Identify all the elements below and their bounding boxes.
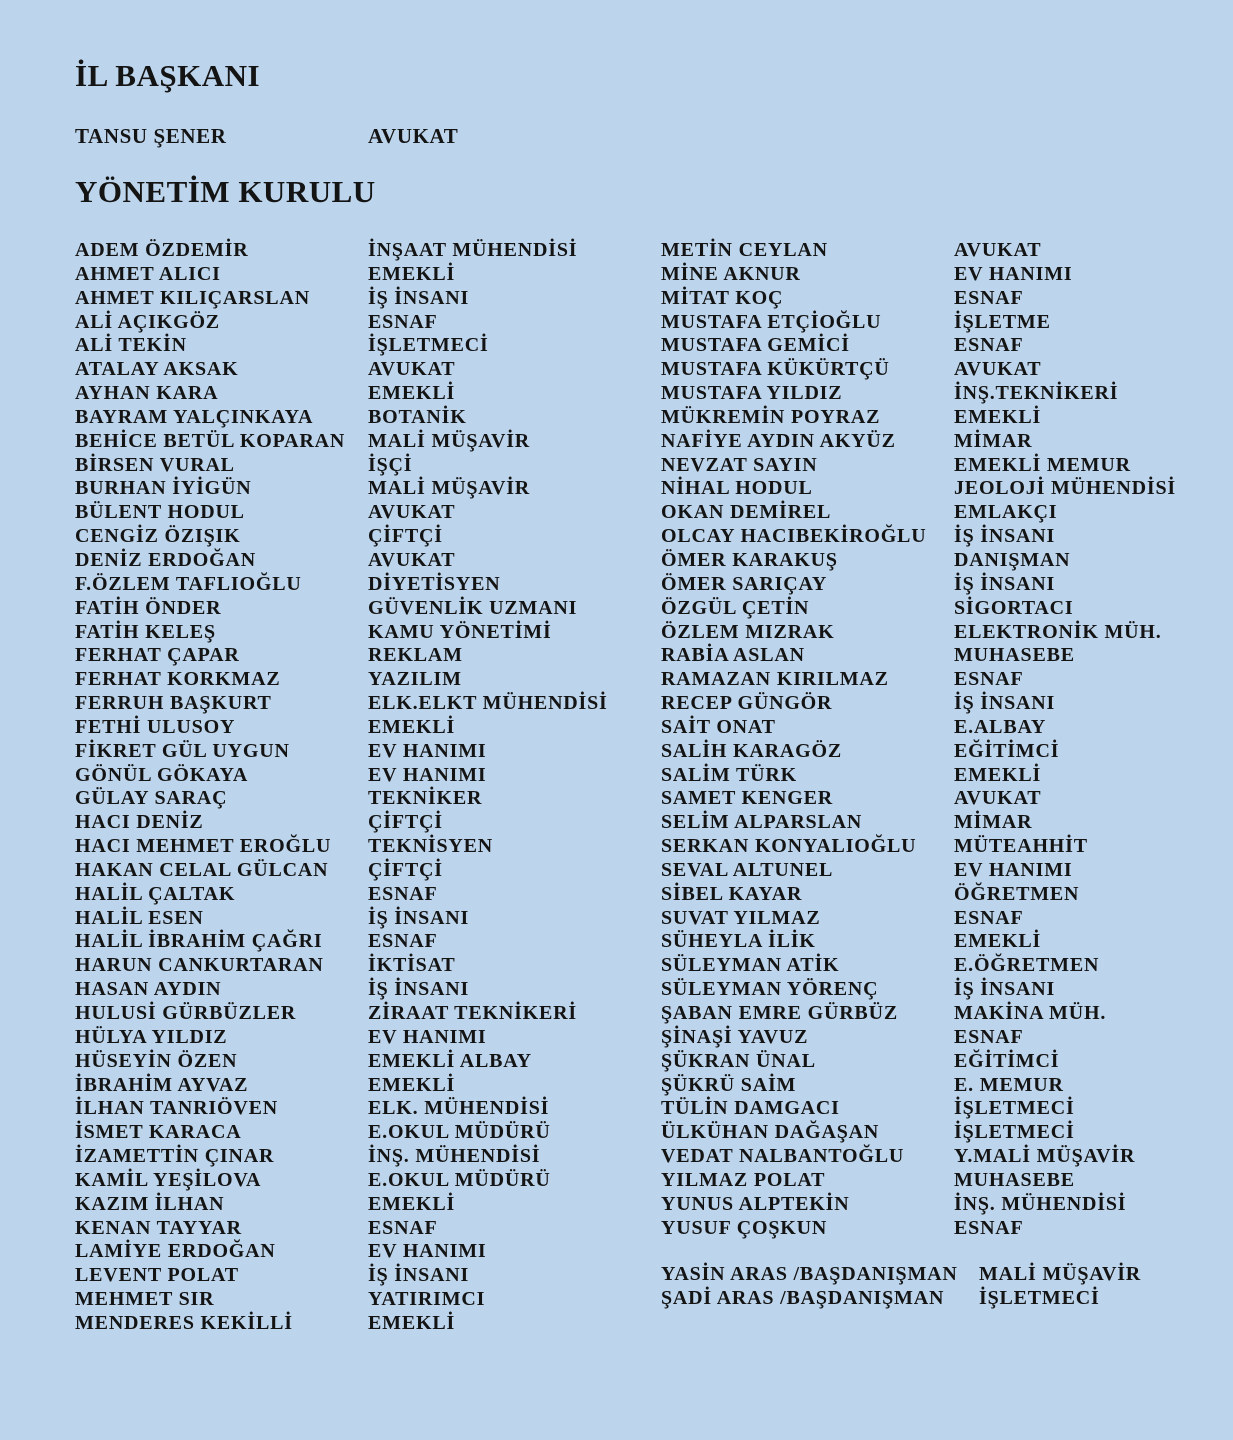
member-row bbox=[661, 263, 1221, 287]
member-row bbox=[661, 501, 1221, 525]
member-profession: EMEKLİ bbox=[954, 763, 1042, 786]
member-name: YUNUS ALPTEKİN bbox=[661, 1192, 850, 1215]
member-profession: AVUKAT bbox=[954, 787, 1042, 810]
board-list-left bbox=[75, 239, 635, 1336]
member-row bbox=[75, 978, 635, 1002]
member-name: HALİL İBRAHİM ÇAĞRI bbox=[75, 930, 323, 953]
member-row bbox=[75, 668, 635, 692]
member-profession: İNŞ. MÜHENDİSİ bbox=[954, 1192, 1127, 1215]
member-profession: İŞ İNSANI bbox=[368, 1264, 470, 1287]
member-name: HÜSEYİN ÖZEN bbox=[75, 1049, 238, 1072]
member-row bbox=[661, 454, 1221, 478]
member-row bbox=[75, 573, 635, 597]
member-row bbox=[661, 573, 1221, 597]
member-profession: EMEKLİ bbox=[368, 1311, 456, 1334]
member-row bbox=[75, 406, 635, 430]
member-row bbox=[75, 597, 635, 621]
member-row bbox=[75, 311, 635, 335]
member-profession: EV HANIMI bbox=[954, 262, 1073, 285]
member-name: SÜLEYMAN YÖRENÇ bbox=[661, 978, 879, 1001]
member-name: SALİH KARAGÖZ bbox=[661, 739, 842, 762]
member-profession: KAMU YÖNETİMİ bbox=[368, 620, 552, 643]
member-profession: İŞLETMECİ bbox=[979, 1287, 1100, 1309]
member-profession: SİGORTACI bbox=[954, 596, 1074, 619]
member-profession: İŞ İNSANI bbox=[954, 692, 1056, 715]
member-name: ÖMER SARIÇAY bbox=[661, 572, 828, 595]
member-row bbox=[661, 311, 1221, 335]
member-row bbox=[75, 835, 635, 859]
member-name: HARUN CANKURTARAN bbox=[75, 954, 324, 977]
member-name: NEVZAT SAYIN bbox=[661, 453, 818, 476]
member-name: FİKRET GÜL UYGUN bbox=[75, 739, 290, 762]
member-name: MENDERES KEKİLLİ bbox=[75, 1311, 293, 1334]
member-name: NAFİYE AYDIN AKYÜZ bbox=[661, 429, 896, 452]
member-profession: Y.MALİ MÜŞAVİR bbox=[954, 1145, 1136, 1168]
member-profession: ÇİFTÇİ bbox=[368, 858, 443, 881]
member-row bbox=[75, 1240, 635, 1264]
member-name: BÜLENT HODUL bbox=[75, 501, 245, 524]
member-row bbox=[75, 716, 635, 740]
member-name: ALİ TEKİN bbox=[75, 334, 187, 357]
member-profession: İŞ İNSANI bbox=[368, 978, 470, 1001]
member-row bbox=[661, 549, 1221, 573]
member-name: ŞADİ ARAS /BAŞDANIŞMAN bbox=[661, 1287, 945, 1309]
member-row bbox=[661, 1121, 1221, 1145]
member-profession: EĞİTİMCİ bbox=[954, 1049, 1060, 1072]
member-name: SÜHEYLA İLİK bbox=[661, 930, 816, 953]
member-profession: ELEKTRONİK MÜH. bbox=[954, 620, 1162, 643]
member-profession: EMEKLİ bbox=[368, 382, 456, 405]
member-row bbox=[75, 1026, 635, 1050]
member-row bbox=[661, 1262, 1221, 1286]
member-name: BEHİCE BETÜL KOPARAN bbox=[75, 429, 346, 452]
member-name: ATALAY AKSAK bbox=[75, 358, 239, 381]
member-row bbox=[75, 954, 635, 978]
member-profession: İKTİSAT bbox=[368, 954, 456, 977]
member-name: SUVAT YILMAZ bbox=[661, 906, 821, 929]
member-profession: E.ALBAY bbox=[954, 715, 1047, 738]
member-name: ÖZGÜL ÇETİN bbox=[661, 596, 810, 619]
member-row bbox=[661, 358, 1221, 382]
member-profession: İNŞ. MÜHENDİSİ bbox=[368, 1145, 541, 1168]
member-profession: MALİ MÜŞAVİR bbox=[368, 429, 531, 452]
member-row bbox=[661, 1145, 1221, 1169]
board-heading: YÖNETİM KURULU bbox=[75, 174, 376, 209]
member-row bbox=[75, 811, 635, 835]
member-row bbox=[661, 930, 1221, 954]
member-name: BURHAN İYİGÜN bbox=[75, 477, 252, 500]
member-profession: EMEKLİ bbox=[368, 262, 456, 285]
member-row bbox=[661, 239, 1221, 263]
member-row bbox=[661, 764, 1221, 788]
member-name: HALİL ÇALTAK bbox=[75, 882, 236, 905]
member-profession: MAKİNA MÜH. bbox=[954, 1002, 1107, 1024]
member-profession: ELK.ELKT MÜHENDİSİ bbox=[368, 692, 608, 715]
member-name: HÜLYA YILDIZ bbox=[75, 1025, 228, 1048]
member-name: MİNE AKNUR bbox=[661, 262, 801, 285]
member-row bbox=[75, 430, 635, 454]
member-row bbox=[75, 1097, 635, 1121]
member-profession: GÜVENLİK UZMANI bbox=[368, 596, 578, 619]
member-row bbox=[75, 454, 635, 478]
member-name: FETHİ ULUSOY bbox=[75, 715, 236, 738]
member-row bbox=[661, 1286, 1221, 1310]
member-name: KAMİL YEŞİLOVA bbox=[75, 1168, 262, 1191]
member-name: BAYRAM YALÇINKAYA bbox=[75, 405, 314, 428]
member-name: AYHAN KARA bbox=[75, 382, 219, 405]
member-row bbox=[661, 525, 1221, 549]
member-profession: ESNAF bbox=[954, 334, 1024, 357]
member-profession: İŞLETME bbox=[954, 310, 1051, 333]
member-name: F.ÖZLEM TAFLIOĞLU bbox=[75, 572, 302, 595]
member-profession: ESNAF bbox=[954, 286, 1024, 309]
member-profession: BOTANİK bbox=[368, 405, 467, 428]
board-list-right bbox=[661, 239, 1221, 1240]
member-profession: TEKNİKER bbox=[368, 787, 483, 810]
member-name: NİHAL HODUL bbox=[661, 477, 813, 500]
member-profession: ESNAF bbox=[368, 1216, 438, 1239]
chair-name: TANSU ŞENER bbox=[75, 124, 227, 148]
member-profession: ELK. MÜHENDİSİ bbox=[368, 1097, 550, 1120]
member-row bbox=[661, 430, 1221, 454]
member-row bbox=[661, 740, 1221, 764]
member-name: FERHAT ÇAPAR bbox=[75, 644, 240, 667]
chair-heading: İL BAŞKANI bbox=[75, 58, 261, 93]
member-row bbox=[75, 644, 635, 668]
member-name: TÜLİN DAMGACI bbox=[661, 1097, 840, 1120]
member-name: VEDAT NALBANTOĞLU bbox=[661, 1145, 905, 1168]
member-name: YASİN ARAS /BAŞDANIŞMAN bbox=[661, 1263, 958, 1285]
member-name: HASAN AYDIN bbox=[75, 978, 222, 1001]
member-profession: İŞ İNSANI bbox=[954, 572, 1056, 595]
advisor-list bbox=[661, 1262, 1221, 1310]
member-name: RAMAZAN KIRILMAZ bbox=[661, 668, 889, 691]
member-row bbox=[75, 787, 635, 811]
member-profession: EMEKLİ ALBAY bbox=[368, 1049, 532, 1072]
member-name: RABİA ASLAN bbox=[661, 644, 805, 667]
member-name: ADEM ÖZDEMİR bbox=[75, 239, 249, 261]
member-name: HACI MEHMET EROĞLU bbox=[75, 835, 332, 858]
member-name: SERKAN KONYALIOĞLU bbox=[661, 835, 917, 858]
member-name: İBRAHİM AYVAZ bbox=[75, 1073, 249, 1096]
member-profession: MİMAR bbox=[954, 429, 1033, 452]
member-profession: MUHASEBE bbox=[954, 1168, 1075, 1191]
member-row bbox=[661, 668, 1221, 692]
member-profession: YAZILIM bbox=[368, 668, 462, 691]
member-profession: DİYETİSYEN bbox=[368, 572, 501, 595]
member-name: GÜLAY SARAÇ bbox=[75, 787, 228, 810]
member-name: YUSUF ÇOŞKUN bbox=[661, 1216, 828, 1239]
member-profession: İNŞAAT MÜHENDİSİ bbox=[368, 239, 578, 261]
member-row bbox=[661, 811, 1221, 835]
member-profession: EMLAKÇI bbox=[954, 501, 1058, 524]
member-row bbox=[661, 907, 1221, 931]
member-row bbox=[75, 239, 635, 263]
member-profession: E. MEMUR bbox=[954, 1073, 1064, 1096]
member-row bbox=[75, 883, 635, 907]
member-name: LAMİYE ERDOĞAN bbox=[75, 1240, 276, 1263]
member-name: SELİM ALPARSLAN bbox=[661, 811, 863, 834]
member-profession: ESNAF bbox=[954, 906, 1024, 929]
member-profession: EMEKLİ bbox=[954, 930, 1042, 953]
member-name: OLCAY HACIBEKİROĞLU bbox=[661, 525, 927, 548]
member-row bbox=[661, 334, 1221, 358]
member-name: İSMET KARACA bbox=[75, 1121, 242, 1144]
member-name: OKAN DEMİREL bbox=[661, 501, 832, 524]
member-name: ŞÜKRÜ SAİM bbox=[661, 1073, 797, 1096]
member-profession: AVUKAT bbox=[368, 548, 456, 571]
member-name: ÖMER KARAKUŞ bbox=[661, 548, 838, 571]
member-row bbox=[661, 1026, 1221, 1050]
member-profession: DANIŞMAN bbox=[954, 548, 1071, 571]
member-name: ALİ AÇIKGÖZ bbox=[75, 310, 220, 333]
member-row bbox=[75, 1050, 635, 1074]
member-name: İLHAN TANRIÖVEN bbox=[75, 1097, 278, 1120]
member-profession: EMEKLİ MEMUR bbox=[954, 453, 1131, 476]
member-profession: ESNAF bbox=[368, 930, 438, 953]
member-row bbox=[661, 716, 1221, 740]
member-row bbox=[75, 1074, 635, 1098]
member-row bbox=[75, 1121, 635, 1145]
member-name: KENAN TAYYAR bbox=[75, 1216, 242, 1239]
member-row bbox=[661, 978, 1221, 1002]
member-profession: İNŞ.TEKNİKERİ bbox=[954, 382, 1119, 405]
member-profession: TEKNİSYEN bbox=[368, 835, 494, 858]
member-name: YILMAZ POLAT bbox=[661, 1168, 826, 1191]
member-profession: ÖĞRETMEN bbox=[954, 882, 1080, 905]
member-name: GÖNÜL GÖKAYA bbox=[75, 763, 249, 786]
member-row bbox=[75, 1217, 635, 1241]
member-row bbox=[75, 764, 635, 788]
member-row bbox=[661, 692, 1221, 716]
member-row bbox=[661, 787, 1221, 811]
member-row bbox=[661, 382, 1221, 406]
member-row bbox=[661, 1097, 1221, 1121]
member-name: ÖZLEM MIZRAK bbox=[661, 620, 835, 643]
member-profession: İŞLETMECİ bbox=[954, 1097, 1075, 1120]
member-row bbox=[661, 1169, 1221, 1193]
member-profession: ÇİFTÇİ bbox=[368, 525, 443, 548]
member-row bbox=[661, 287, 1221, 311]
member-row bbox=[75, 477, 635, 501]
member-name: FATİH KELEŞ bbox=[75, 620, 216, 643]
member-name: HAKAN CELAL GÜLCAN bbox=[75, 858, 329, 881]
member-row bbox=[661, 1217, 1221, 1241]
member-row bbox=[661, 883, 1221, 907]
member-row bbox=[75, 621, 635, 645]
member-name: MUSTAFA ETÇİOĞLU bbox=[661, 310, 882, 333]
member-name: MİTAT KOÇ bbox=[661, 286, 784, 309]
member-name: MÜKREMİN POYRAZ bbox=[661, 405, 881, 428]
member-row bbox=[661, 621, 1221, 645]
member-profession: EV HANIMI bbox=[368, 1240, 487, 1263]
member-profession: MALİ MÜŞAVİR bbox=[979, 1263, 1142, 1285]
member-row bbox=[661, 1050, 1221, 1074]
member-profession: MİMAR bbox=[954, 811, 1033, 834]
member-row bbox=[75, 1002, 635, 1026]
member-profession: AVUKAT bbox=[954, 358, 1042, 381]
member-profession: EMEKLİ bbox=[368, 715, 456, 738]
member-row bbox=[75, 549, 635, 573]
member-row bbox=[75, 334, 635, 358]
member-name: ŞABAN EMRE GÜRBÜZ bbox=[661, 1002, 898, 1024]
member-name: SAİT ONAT bbox=[661, 715, 776, 738]
member-name: HACI DENİZ bbox=[75, 811, 204, 834]
member-row bbox=[75, 1193, 635, 1217]
member-row bbox=[75, 1288, 635, 1312]
member-profession: EV HANIMI bbox=[368, 739, 487, 762]
member-name: METİN CEYLAN bbox=[661, 239, 828, 261]
member-name: SEVAL ALTUNEL bbox=[661, 858, 834, 881]
member-name: FERRUH BAŞKURT bbox=[75, 692, 272, 715]
member-row bbox=[661, 835, 1221, 859]
member-name: MUSTAFA GEMİCİ bbox=[661, 334, 850, 357]
member-name: FATİH ÖNDER bbox=[75, 596, 222, 619]
member-profession: E.ÖĞRETMEN bbox=[954, 954, 1100, 977]
member-profession: ESNAF bbox=[954, 1025, 1024, 1048]
member-profession: MALİ MÜŞAVİR bbox=[368, 477, 531, 500]
member-row bbox=[661, 859, 1221, 883]
member-name: ŞÜKRAN ÜNAL bbox=[661, 1049, 816, 1072]
member-row bbox=[75, 1312, 635, 1336]
member-name: HULUSİ GÜRBÜZLER bbox=[75, 1002, 297, 1024]
member-row bbox=[75, 287, 635, 311]
member-profession: ESNAF bbox=[368, 310, 438, 333]
member-row bbox=[75, 501, 635, 525]
member-profession: İŞ İNSANI bbox=[954, 525, 1056, 548]
member-row bbox=[75, 1145, 635, 1169]
member-profession: JEOLOJİ MÜHENDİSİ bbox=[954, 477, 1176, 500]
member-row bbox=[661, 406, 1221, 430]
member-row bbox=[75, 1169, 635, 1193]
member-row bbox=[75, 382, 635, 406]
member-row bbox=[75, 740, 635, 764]
member-profession: EMEKLİ bbox=[368, 1192, 456, 1215]
member-row bbox=[661, 597, 1221, 621]
member-profession: ZİRAAT TEKNİKERİ bbox=[368, 1002, 577, 1024]
member-name: SALİM TÜRK bbox=[661, 763, 797, 786]
member-profession: YATIRIMCI bbox=[368, 1288, 486, 1311]
member-profession: ESNAF bbox=[954, 1216, 1024, 1239]
member-row bbox=[661, 477, 1221, 501]
member-profession: İŞLETMECİ bbox=[368, 334, 489, 357]
member-profession: İŞ İNSANI bbox=[368, 286, 470, 309]
member-name: SÜLEYMAN ATİK bbox=[661, 954, 840, 977]
member-name: SAMET KENGER bbox=[661, 787, 834, 810]
member-profession: EV HANIMI bbox=[368, 763, 487, 786]
member-row bbox=[75, 930, 635, 954]
member-profession: EV HANIMI bbox=[368, 1025, 487, 1048]
member-profession: İŞLETMECİ bbox=[954, 1121, 1075, 1144]
member-name: ŞİNAŞİ YAVUZ bbox=[661, 1025, 809, 1048]
member-profession: İŞ İNSANI bbox=[954, 978, 1056, 1001]
member-row bbox=[75, 263, 635, 287]
member-profession: E.OKUL MÜDÜRÜ bbox=[368, 1121, 551, 1144]
member-profession: AVUKAT bbox=[368, 358, 456, 381]
member-profession: ESNAF bbox=[368, 882, 438, 905]
member-row bbox=[75, 1264, 635, 1288]
member-profession: EV HANIMI bbox=[954, 858, 1073, 881]
member-name: LEVENT POLAT bbox=[75, 1264, 239, 1287]
member-profession: E.OKUL MÜDÜRÜ bbox=[368, 1168, 551, 1191]
member-name: MEHMET SIR bbox=[75, 1288, 215, 1311]
member-profession: EMEKLİ bbox=[368, 1073, 456, 1096]
member-name: MUSTAFA KÜKÜRTÇÜ bbox=[661, 358, 890, 381]
member-name: AHMET ALICI bbox=[75, 262, 221, 285]
member-row bbox=[75, 692, 635, 716]
member-profession: AVUKAT bbox=[368, 501, 456, 524]
member-name: DENİZ ERDOĞAN bbox=[75, 548, 256, 571]
member-name: MUSTAFA YILDIZ bbox=[661, 382, 843, 405]
member-profession: ÇİFTÇİ bbox=[368, 811, 443, 834]
member-profession: REKLAM bbox=[368, 644, 463, 667]
member-name: CENGİZ ÖZIŞIK bbox=[75, 525, 241, 548]
member-profession: İŞÇİ bbox=[368, 453, 413, 476]
member-name: AHMET KILIÇARSLAN bbox=[75, 286, 310, 309]
member-profession: EMEKLİ bbox=[954, 405, 1042, 428]
member-row bbox=[661, 1193, 1221, 1217]
member-row bbox=[661, 1074, 1221, 1098]
member-name: KAZIM İLHAN bbox=[75, 1192, 225, 1215]
member-row bbox=[661, 644, 1221, 668]
member-name: BİRSEN VURAL bbox=[75, 453, 235, 476]
member-profession: AVUKAT bbox=[954, 239, 1042, 261]
member-name: RECEP GÜNGÖR bbox=[661, 692, 833, 715]
member-profession: İŞ İNSANI bbox=[368, 906, 470, 929]
member-row bbox=[75, 525, 635, 549]
member-row bbox=[661, 954, 1221, 978]
member-row bbox=[75, 358, 635, 382]
member-row bbox=[75, 907, 635, 931]
member-profession: ESNAF bbox=[954, 668, 1024, 691]
chair-profession: AVUKAT bbox=[368, 124, 459, 148]
member-profession: MUHASEBE bbox=[954, 644, 1075, 667]
member-name: ÜLKÜHAN DAĞAŞAN bbox=[661, 1121, 880, 1144]
member-name: SİBEL KAYAR bbox=[661, 882, 803, 905]
member-profession: EĞİTİMCİ bbox=[954, 739, 1060, 762]
member-name: İZAMETTİN ÇINAR bbox=[75, 1145, 275, 1168]
member-name: FERHAT KORKMAZ bbox=[75, 668, 281, 691]
member-row bbox=[661, 1002, 1221, 1026]
member-profession: MÜTEAHHİT bbox=[954, 835, 1088, 858]
member-name: HALİL ESEN bbox=[75, 906, 204, 929]
member-row bbox=[75, 859, 635, 883]
